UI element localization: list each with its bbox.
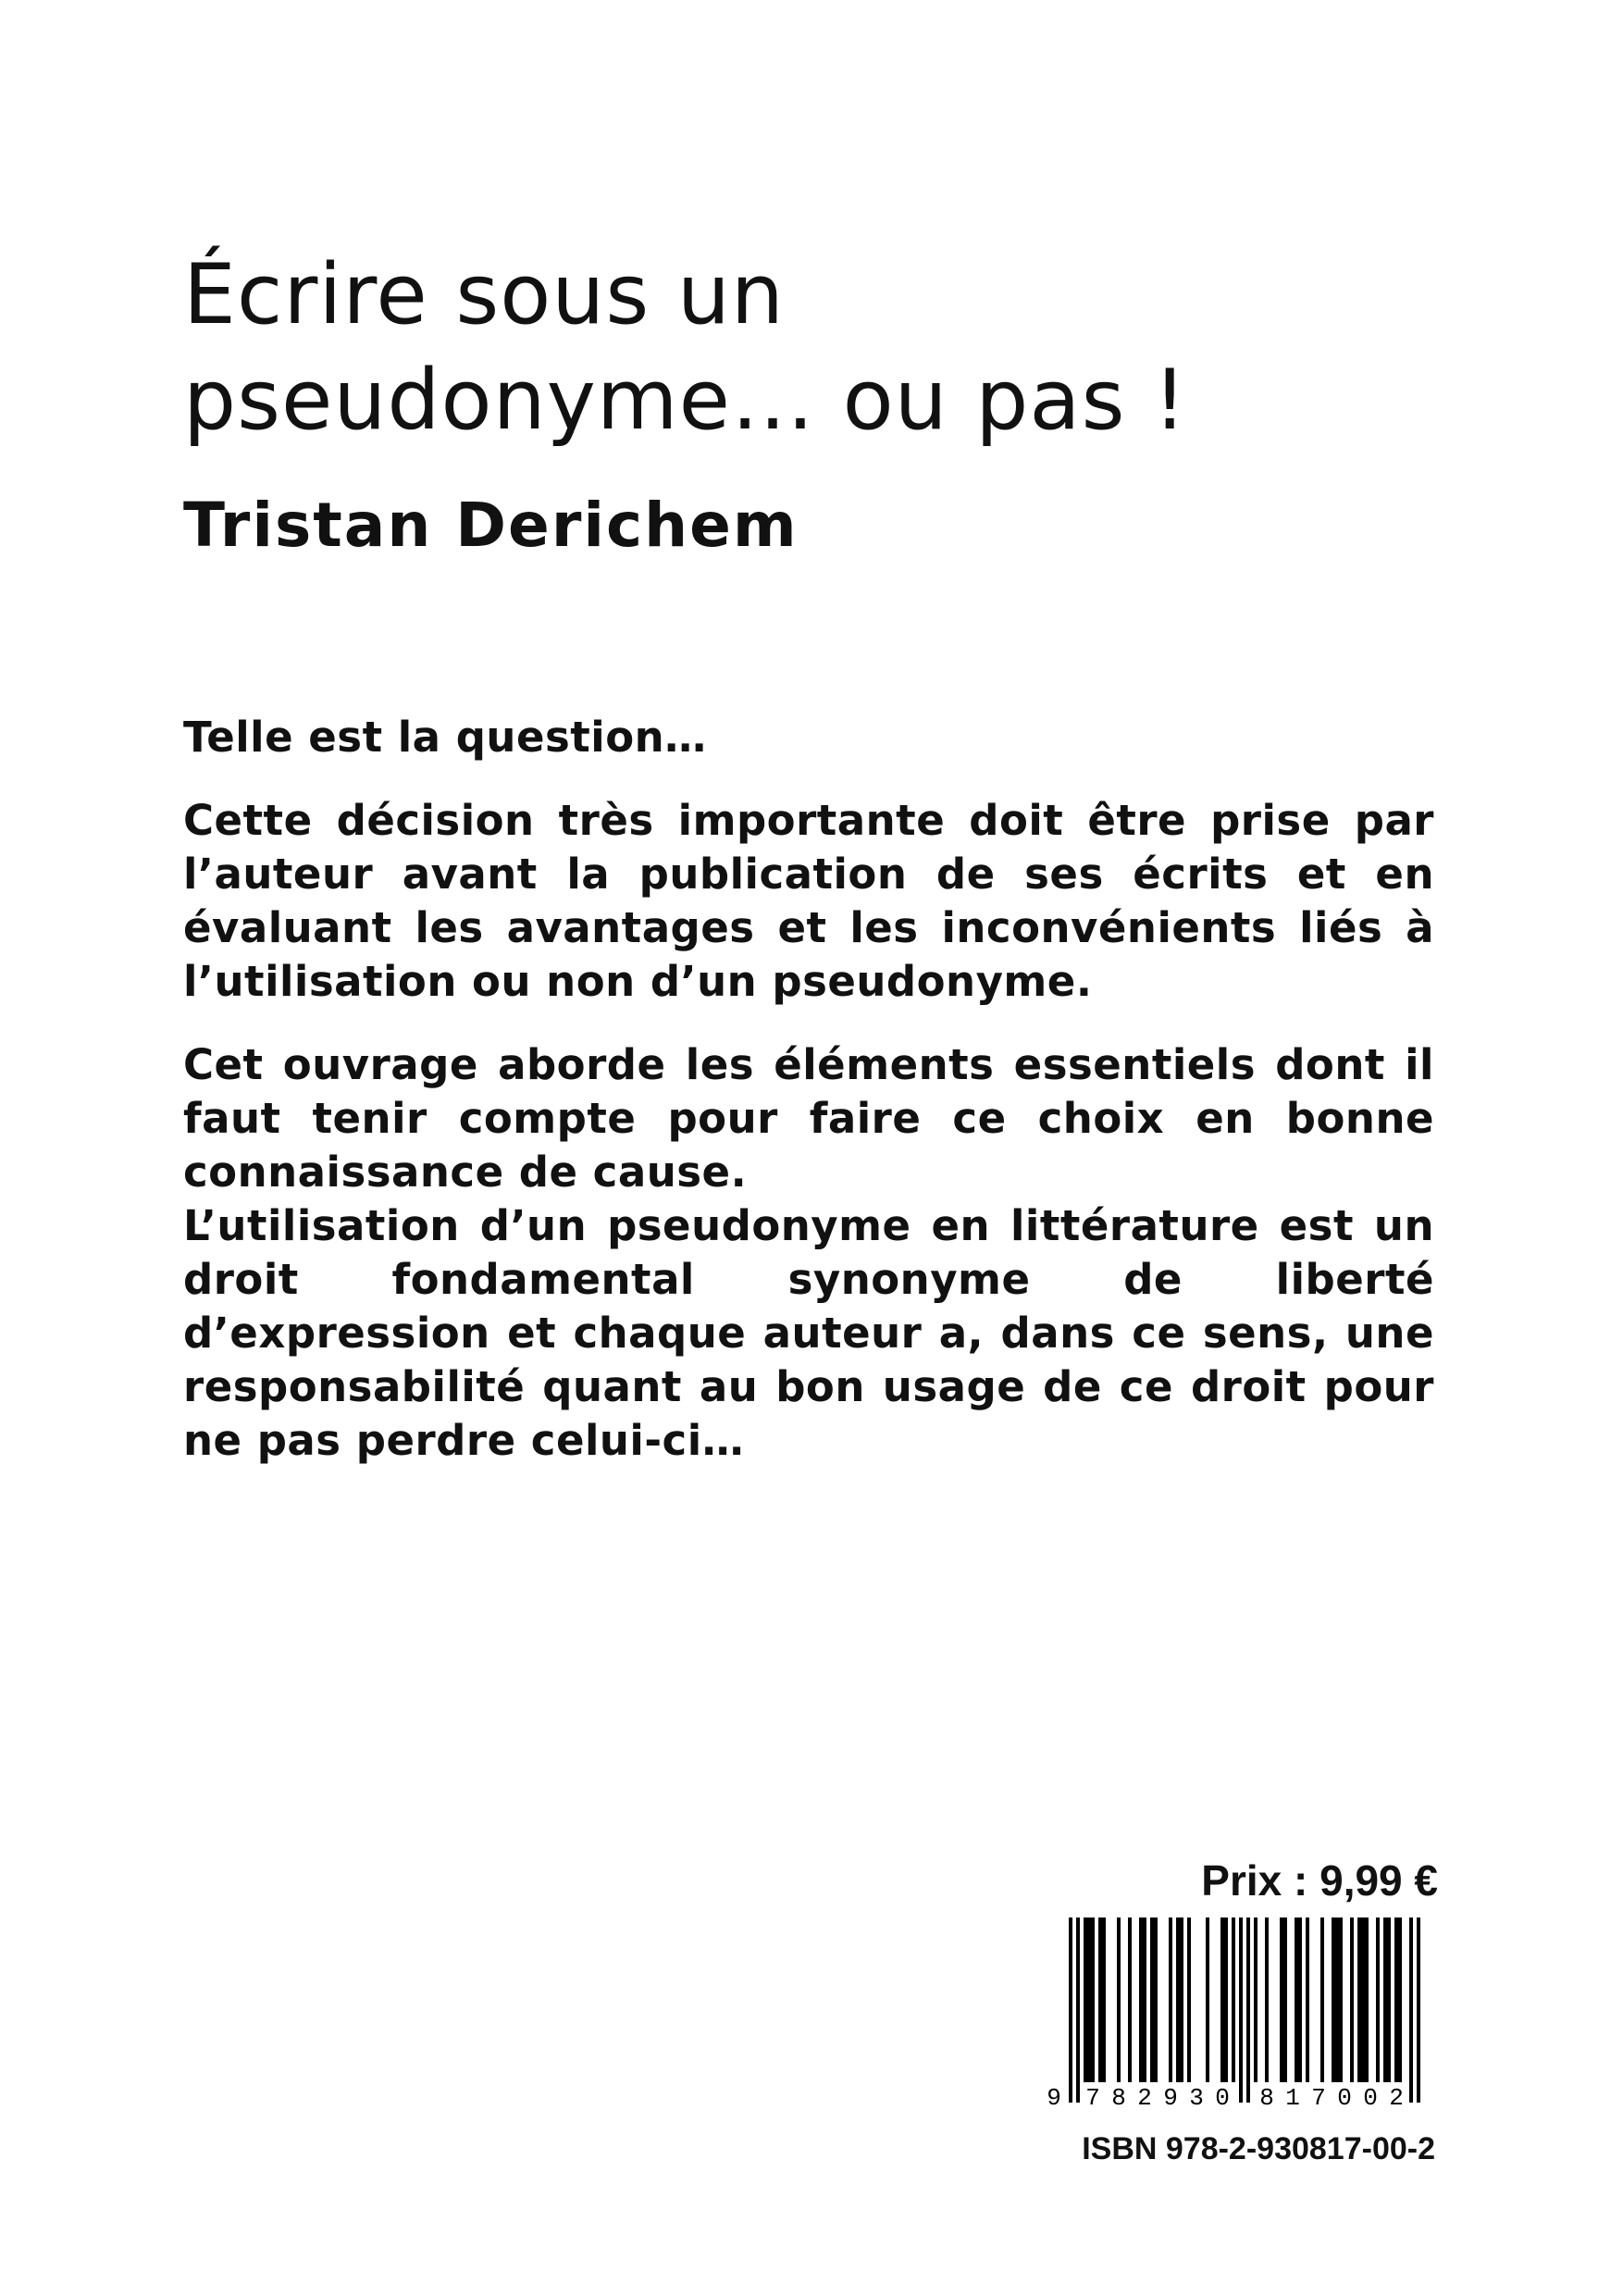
barcode-bar: [1383, 1917, 1387, 2082]
barcode-bar: [1076, 1917, 1080, 2103]
barcode-bar: [1365, 1917, 1369, 2082]
back-cover-blurb: [183, 711, 1434, 1468]
barcode-digit: 8: [1111, 2084, 1126, 2112]
barcode-bar: [1143, 1917, 1146, 2082]
barcode-digit: 0: [1363, 2084, 1378, 2112]
isbn-label: ISBN 978-2-930817-00-2: [1082, 2131, 1435, 2166]
price-label: Prix : 9,99 €: [1201, 1856, 1438, 1905]
barcode-graphic: [1041, 1910, 1468, 2127]
book-title-line-1: Écrire sous un: [183, 246, 785, 343]
barcode-bar: [1102, 1917, 1106, 2082]
blurb-tagline: Telle est la question…: [183, 713, 707, 762]
barcode-bar: [1357, 1917, 1361, 2082]
barcode-bar: [1176, 1917, 1180, 2082]
barcode-bar: [1098, 1917, 1102, 2082]
barcode-bar: [1339, 1917, 1343, 2082]
barcode-bar: [1154, 1917, 1158, 2082]
barcode-digit: 7: [1311, 2084, 1326, 2112]
barcode-bar: [1332, 1917, 1335, 2082]
barcode-bar: [1398, 1917, 1402, 2082]
barcode-bar: [1409, 1917, 1413, 2103]
book-title-line-2: pseudonyme… ou pas !: [183, 352, 1188, 449]
barcode-bar: [1187, 1917, 1191, 2082]
barcode-digit: 2: [1137, 2084, 1152, 2112]
blurb-paragraph: Cette décision très importante doit être prise par l’auteur avant la publication de ses écrits et en évaluant les avantages et les inconvénients liés à l’utilisation ou non d’un pseudonyme.: [183, 796, 1434, 1006]
barcode-bar: [1224, 1917, 1228, 2082]
barcode-bar: [1220, 1917, 1224, 2082]
book-title: [183, 242, 1460, 453]
barcode-digit: 3: [1189, 2084, 1204, 2112]
author-name: Tristan Derichem: [183, 490, 799, 561]
barcode-digit: 9: [1047, 2084, 1061, 2112]
barcode-bar: [1091, 1917, 1095, 2082]
barcode-bar: [1417, 1917, 1420, 2103]
barcode-digit: 2: [1389, 2084, 1404, 2112]
barcode-bar: [1254, 1917, 1258, 2082]
barcode-bar: [1246, 1917, 1250, 2103]
barcode-digit: 0: [1215, 2084, 1230, 2112]
barcode-bar: [1139, 1917, 1143, 2082]
barcode-bar: [1295, 1917, 1298, 2082]
barcode-bar: [1128, 1917, 1132, 2082]
barcode-bar: [1180, 1917, 1183, 2082]
barcode-bar: [1087, 1917, 1091, 2082]
barcode-bar: [1283, 1917, 1287, 2082]
barcode-digit: 1: [1285, 2084, 1300, 2112]
barcode-bar: [1298, 1917, 1302, 2082]
barcode-bar: [1117, 1917, 1121, 2082]
barcode-bar: [1394, 1917, 1398, 2082]
barcode-bar: [1265, 1917, 1269, 2082]
barcode: [1041, 1910, 1468, 2127]
barcode-digit: 0: [1337, 2084, 1352, 2112]
barcode-digit: 7: [1085, 2084, 1100, 2112]
barcode-bar: [1150, 1917, 1154, 2082]
barcode-bar: [1084, 1917, 1087, 2082]
barcode-bar: [1280, 1917, 1283, 2082]
barcode-bar: [1376, 1917, 1380, 2082]
barcode-bar: [1169, 1917, 1172, 2082]
barcode-bar: [1232, 1917, 1235, 2082]
barcode-bar: [1387, 1917, 1391, 2082]
barcode-bar: [1361, 1917, 1365, 2082]
barcode-digit: 8: [1259, 2084, 1274, 2112]
blurb-paragraph: L’utilisation d’un pseudonyme en littérature est un droit fondamental synonyme de liberté d’expression et chaque auteur a, dans ce sens, une responsabilité quant au bon usage de ce droit pour ne pas perdre celui-ci…: [183, 1201, 1434, 1465]
barcode-bar: [1306, 1917, 1309, 2082]
barcode-bar: [1320, 1917, 1324, 2082]
blurb-paragraph: Cet ouvrage aborde les éléments essentiels dont il faut tenir compte pour faire ce choix en bonne connaissance de cause.: [183, 1040, 1434, 1197]
barcode-bar: [1206, 1917, 1209, 2082]
barcode-bar: [1069, 1917, 1072, 2103]
barcode-bar: [1335, 1917, 1339, 2082]
barcode-digit: 9: [1163, 2084, 1178, 2112]
barcode-bar: [1350, 1917, 1354, 2082]
barcode-bar: [1239, 1917, 1243, 2103]
